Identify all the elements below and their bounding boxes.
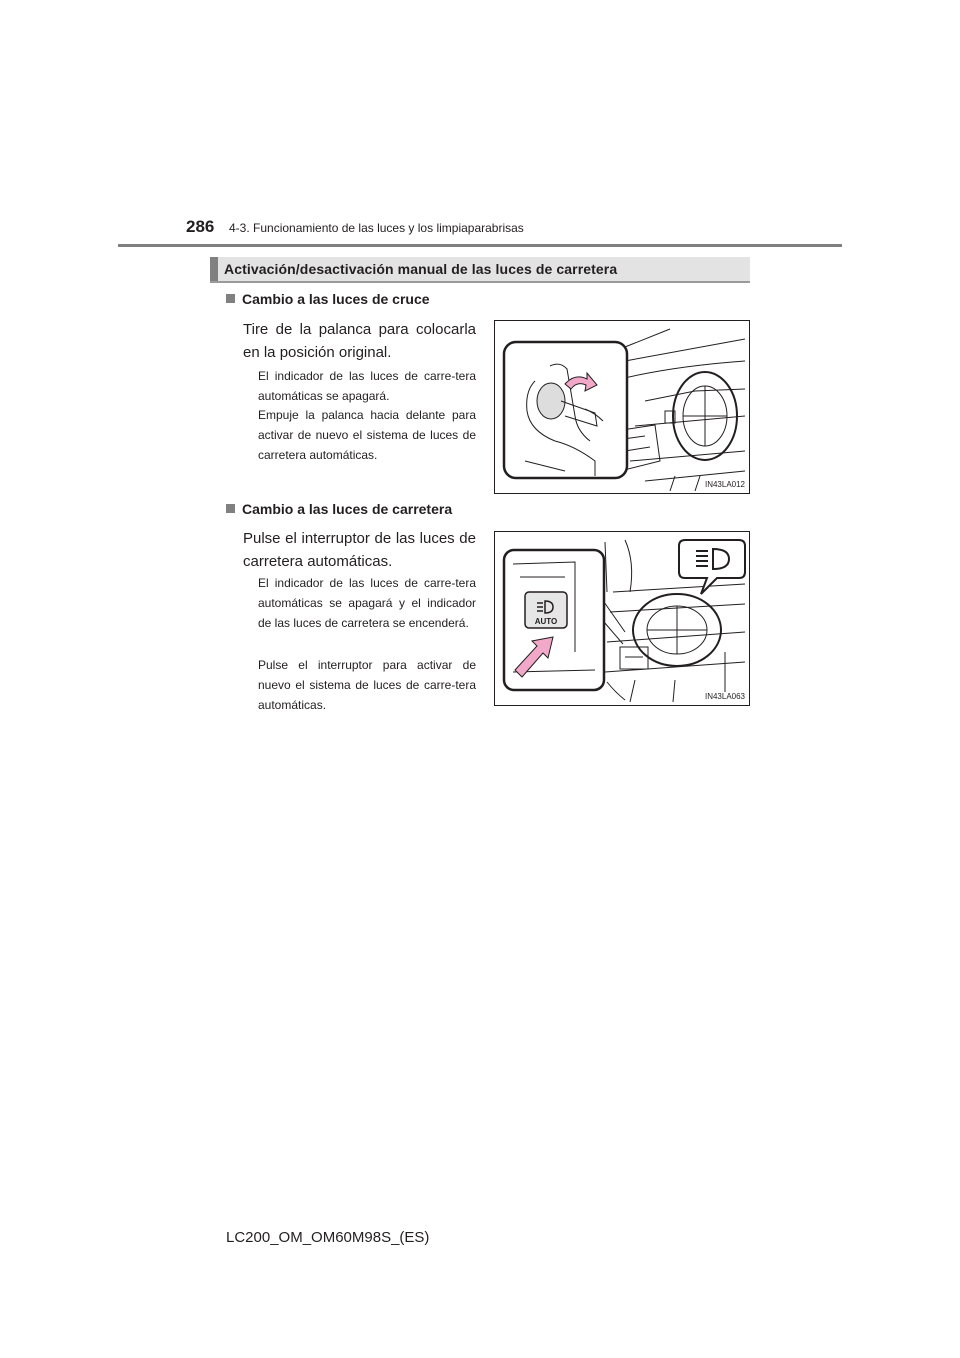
section-heading-bar [210, 257, 750, 283]
footer-doc-id: LC200_OM_OM60M98S_(ES) [226, 1229, 430, 1246]
square-bullet-icon [226, 294, 235, 303]
square-bullet-icon [226, 504, 235, 513]
figure-lever-pull [494, 320, 750, 494]
subheading-high-beam-text: Cambio a las luces de carretera [242, 501, 453, 517]
zoom-inset-frame [504, 342, 627, 478]
page-number: 286 [186, 217, 215, 236]
section-title: Activación/desactivación manual de las luces de carretera [224, 261, 618, 277]
instruction-high-beam: Pulse el interruptor de las luces de carretera automáticas. [243, 530, 476, 570]
figure-code-2: IN43LA063 [704, 692, 745, 701]
subheading-low-beam-text: Cambio a las luces de cruce [242, 291, 430, 307]
header-rule [118, 244, 842, 247]
figure-code-1: IN43LA012 [704, 480, 745, 489]
subheading-low-beam [226, 291, 430, 307]
note-high-beam-1: El indicador de las luces de carre-tera automáticas se apagará y el indicador de las luces de carretera se encenderá. [258, 576, 476, 630]
lever-illustration [495, 321, 749, 493]
instruction-low-beam: Tire de la palanca para colocarla en la posición original. [243, 321, 476, 361]
chapter-title: 4-3. Funcionamiento de las luces y los limpiaparabrisas [229, 221, 524, 235]
subheading-high-beam [226, 501, 452, 517]
switch-illustration [495, 532, 749, 705]
auto-switch-label: AUTO [534, 617, 558, 626]
note-low-beam-1: El indicador de las luces de carre-tera automáticas se apagará. [258, 369, 476, 403]
note-low-beam-2: Empuje la palanca hacia delante para activar de nuevo el sistema de luces de carretera automáticas. [258, 408, 476, 462]
section-bar-accent [210, 257, 218, 281]
note-high-beam-2: Pulse el interruptor para activar de nuevo el sistema de luces de carre-tera automáticas. [258, 658, 476, 712]
figure-switch-press [494, 531, 750, 706]
